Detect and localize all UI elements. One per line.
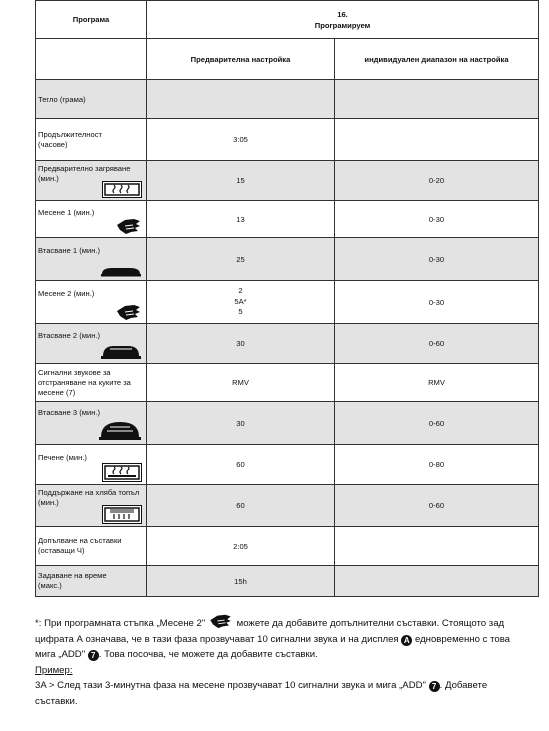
table-row — [36, 119, 539, 161]
preset-value: 60 — [147, 445, 335, 485]
preset-value: 25 — [147, 238, 335, 281]
row-label: Задаване на време (макс.) — [38, 571, 107, 590]
range-value: 0-80 — [335, 445, 539, 485]
table-row — [36, 324, 539, 364]
program-table — [35, 0, 539, 597]
range-value: 0-30 — [335, 281, 539, 324]
preset-value: 3:05 — [147, 119, 335, 161]
row-label: Втасване 1 (мин.) — [38, 246, 101, 255]
range-value: 0-60 — [335, 324, 539, 364]
table-row — [36, 238, 539, 281]
table-row — [36, 485, 539, 527]
range-value: RMV — [335, 364, 539, 402]
range-value: 0-30 — [335, 238, 539, 281]
preset-header: Предварителна настройка — [147, 39, 335, 80]
marker-7-icon: 7 — [88, 650, 99, 661]
row-label: Допълване на съставки (оставащи Ч) — [38, 536, 122, 555]
table-row — [36, 281, 539, 324]
program-name: Програмируем — [314, 20, 371, 30]
preset-value: 30 — [147, 402, 335, 445]
range-value: 0-60 — [335, 402, 539, 445]
table-row — [36, 201, 539, 238]
rise2-icon — [100, 343, 142, 361]
table-row — [36, 566, 539, 597]
footnote-paragraph: *: При програмната стъпка „Месене 2" можете да добавите допълнителни съставки. Стоящото зад цифрата А означава, че в тази фаза прозвучават 10 сигнални звука и на дисплея A едновременно с това мига „ADD" 7 . Това посочва, че можете да добавите съставки. — [35, 613, 515, 663]
range-value — [335, 527, 539, 566]
range-value: 0-60 — [335, 485, 539, 527]
table-row — [36, 402, 539, 445]
keep-warm-icon — [102, 505, 142, 524]
table-row — [36, 80, 539, 119]
preset-value: 5A* — [234, 296, 247, 306]
preset-value: RMV — [147, 364, 335, 402]
range-value: 0-30 — [335, 201, 539, 238]
row-label: Втасване 3 (мин.) — [38, 408, 101, 417]
preset-value: 15 — [147, 161, 335, 201]
row-label: Втасване 2 (мин.) — [38, 330, 101, 340]
preset-value: 30 — [147, 324, 335, 364]
program-header: Програма — [36, 1, 147, 39]
preset-value: 13 — [147, 201, 335, 238]
range-value — [335, 80, 539, 119]
preset-values — [147, 281, 335, 324]
marker-7-icon: 7 — [429, 681, 440, 692]
row-label: Поддържане на хляба топъл (мин.) — [38, 487, 140, 507]
example-paragraph: 3A > След тази 3-минутна фаза на месене прозвучават 10 сигнални звука и мига „ADD" 7 . Добавете съставки. — [35, 680, 488, 707]
preset-value: 60 — [147, 485, 335, 527]
row-label: Сигнални звукове за отстраняване на куките за месене (7) — [38, 367, 131, 397]
table-row — [36, 527, 539, 566]
marker-a-icon: A — [401, 635, 412, 646]
row-label: Печене (мин.) — [38, 452, 87, 462]
table-row — [36, 445, 539, 485]
row-label: Продължителност (часове) — [38, 129, 102, 149]
bake-icon — [102, 463, 142, 482]
range-value — [335, 119, 539, 161]
footnote — [35, 613, 515, 709]
rise1-icon — [100, 264, 142, 278]
range-header: индивидуален диапазон на настройка — [335, 39, 539, 80]
preheat-icon — [102, 181, 142, 198]
example-label: Пример: — [35, 664, 73, 676]
preset-value — [147, 80, 335, 119]
program-number: 16. — [337, 9, 348, 19]
knead-icon — [116, 303, 142, 321]
preset-value: 15h — [147, 566, 335, 597]
row-label: Месене 2 (мин.) — [38, 289, 95, 298]
table-row — [36, 161, 539, 201]
preset-value: 2:05 — [147, 527, 335, 566]
range-value — [335, 566, 539, 597]
empty-header-cell — [36, 39, 147, 80]
preset-value: 5 — [238, 307, 243, 317]
knead-icon — [116, 217, 142, 235]
table-row — [36, 364, 539, 402]
program-16-header — [147, 1, 539, 39]
preset-value: 2 — [238, 286, 243, 296]
range-value: 0-20 — [335, 161, 539, 201]
row-label: Предварително загряване (мин.) — [38, 163, 131, 183]
row-label: Месене 1 (мин.) — [38, 208, 95, 217]
rise3-icon — [98, 420, 142, 442]
row-label: Тегло (грама) — [36, 80, 147, 119]
knead-icon — [208, 613, 234, 629]
